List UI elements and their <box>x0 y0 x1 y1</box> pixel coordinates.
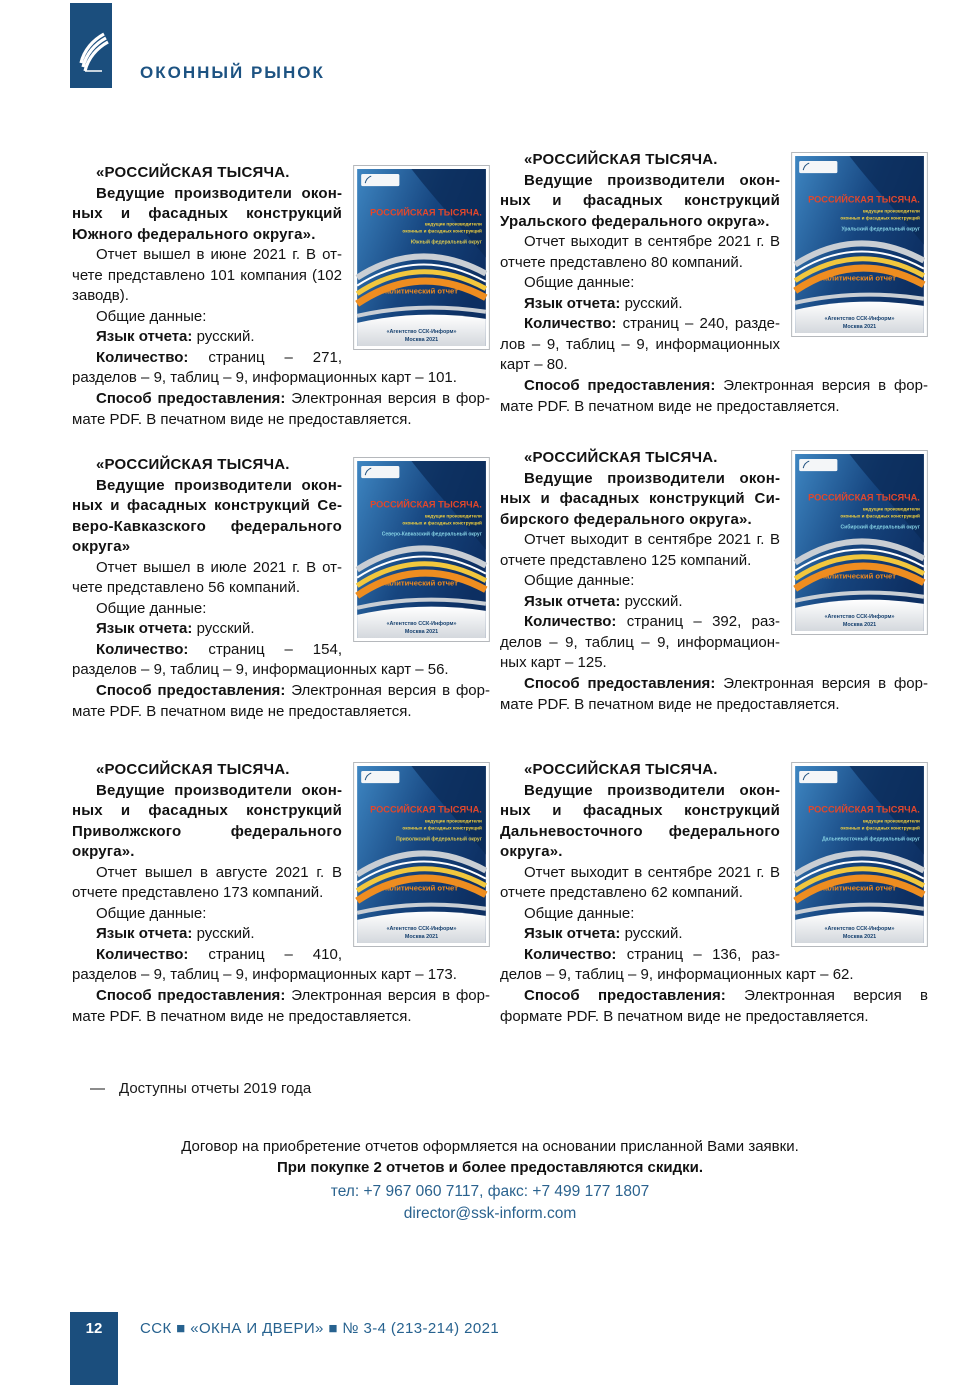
report-cover-image <box>353 457 490 642</box>
report-title-rest: Ведущие производители оконных и фасадных конструкций Приволжского федерального округа». <box>72 781 342 861</box>
method-value: Электронная версия в формате PDF. В печатном виде не предоставляется. <box>72 987 490 1025</box>
publisher-logo <box>70 3 112 88</box>
cover-district: Дальневосточный федеральный округ <box>822 836 920 843</box>
cover-publisher: «Агентство ССК-Информ» <box>824 613 895 620</box>
cover-subtitle-1: ведущие производители <box>862 506 920 512</box>
language-value: русский. <box>624 592 683 610</box>
method-value: Электронная версия в формате PDF. В печатном виде не предоставляется. <box>500 377 928 415</box>
quantity-value: страниц – 271, разделов – 9, таблиц – 9, информационных карт – 101. <box>72 348 457 387</box>
quantity-value: страниц – 154, разделов – 9, таблиц – 9, информационных карт – 56. <box>72 640 449 679</box>
report-method <box>500 376 928 417</box>
report-block-dalnevostochny <box>500 760 928 1027</box>
language-label: Язык отчета: <box>96 620 193 638</box>
cover-publisher: «Агентство ССК-Информ» <box>824 925 895 932</box>
cover-subtitle-1: ведущие производители <box>424 818 482 824</box>
cover-publisher: «Агентство ССК-Информ» <box>386 925 457 932</box>
page-number: 12 <box>85 1320 103 1337</box>
cover-subtitle-2: оконных и фасадных конструкций <box>840 215 920 221</box>
cover-subtitle-1: ведущие производители <box>862 208 920 214</box>
quantity-label: Количество: <box>96 640 189 658</box>
cover-city-year: Москва 2021 <box>404 933 439 940</box>
report-quantity <box>72 348 490 389</box>
footnote-text: Доступны отчеты 2019 года <box>119 1080 312 1097</box>
method-label: Способ предоставления: <box>524 675 716 693</box>
language-value: русский. <box>196 620 255 638</box>
language-label: Язык отчета: <box>96 925 193 943</box>
contact-phones: тел: +7 967 060 7117, факс: +7 499 177 1807 <box>330 1183 650 1200</box>
language-label: Язык отчета: <box>524 925 621 943</box>
report-block-uralsky <box>500 150 928 417</box>
method-label: Способ предоставления: <box>96 390 286 408</box>
cover-report-type: Аналитический отчет <box>815 571 896 581</box>
cover-subtitle-2: оконных и фасадных конструкций <box>402 228 482 234</box>
method-label: Способ предоставления: <box>524 987 726 1005</box>
cover-report-type: Аналитический отчет <box>815 883 896 893</box>
cover-subtitle-1: ведущие производители <box>424 513 482 519</box>
method-label: Способ предоставления: <box>524 377 716 395</box>
report-block-severo-kavkazsky <box>72 455 490 722</box>
cover-subtitle-2: оконных и фасадных конструкций <box>840 825 920 831</box>
cover-district: Южный федеральный округ <box>410 239 482 246</box>
report-release: Отчет выходит в сентябре 2021 г. В отчете представлено 125 компаний. <box>500 531 780 569</box>
cover-subtitle-2: оконных и фасадных конструкций <box>840 513 920 519</box>
footnote <box>90 1080 311 1097</box>
cover-title: РОССИЙСКАЯ ТЫСЯЧА. <box>370 499 482 510</box>
report-cover-image <box>353 762 490 947</box>
cover-report-type: Аналитический отчет <box>377 883 458 893</box>
report-general-label: Общие данные: <box>96 904 207 922</box>
cover-publisher: «Агентство ССК-Информ» <box>386 328 457 335</box>
report-cover-image <box>353 165 490 350</box>
report-quantity <box>72 640 490 681</box>
cover-title: РОССИЙСКАЯ ТЫСЯЧА. <box>808 804 920 815</box>
report-general-label: Общие данные: <box>96 307 207 325</box>
cover-title: РОССИЙСКАЯ ТЫСЯЧА. <box>370 804 482 815</box>
cover-subtitle-1: ведущие производители <box>424 221 482 227</box>
quantity-label: Количество: <box>524 315 617 333</box>
cover-report-type: Аналитический отчет <box>377 286 458 296</box>
cover-publisher: «Агентство ССК-Информ» <box>386 620 457 627</box>
cover-title: РОССИЙСКАЯ ТЫСЯЧА. <box>370 207 482 218</box>
report-method <box>72 681 490 722</box>
quantity-value: страниц – 136, разделов – 9, таблиц – 9, информационных карт – 62. <box>500 945 854 984</box>
report-cover-image <box>791 152 928 337</box>
language-value: русский. <box>624 294 683 312</box>
cover-city-year: Москва 2021 <box>842 621 877 628</box>
report-title-head: «РОССИЙСКАЯ ТЫСЯЧА. <box>96 761 290 778</box>
cover-report-type: Аналитический отчет <box>815 273 896 283</box>
method-label: Способ предоставления: <box>96 987 286 1005</box>
report-general-label: Общие данные: <box>524 274 635 292</box>
report-title-head: «РОССИЙСКАЯ ТЫСЯЧА. <box>96 456 290 473</box>
quantity-label: Количество: <box>524 945 617 963</box>
report-title-head: «РОССИЙСКАЯ ТЫСЯЧА. <box>524 449 718 466</box>
report-cover-image <box>791 762 928 947</box>
cover-district: Северо-Кавказский федеральный округ <box>381 531 482 538</box>
cover-city-year: Москва 2021 <box>842 933 877 940</box>
report-title-head: «РОССИЙСКАЯ ТЫСЯЧА. <box>524 151 718 168</box>
cover-title: РОССИЙСКАЯ ТЫСЯЧА. <box>808 194 920 205</box>
contact-block <box>0 1138 980 1223</box>
report-cover-image <box>791 450 928 635</box>
report-title-rest: Ведущие производители оконных и фасадных конструкций Уральского федерального округа». <box>500 171 780 230</box>
quantity-label: Количество: <box>96 945 189 963</box>
cover-city-year: Москва 2021 <box>404 628 439 635</box>
method-value: Электронная версия в формате PDF. В печатном виде не предоставляется. <box>500 987 929 1025</box>
report-method <box>72 986 490 1027</box>
swoosh-logo-icon <box>70 3 112 88</box>
quantity-value: страниц – 392, разделов – 9, таблиц – 9, информационных карт – 125. <box>500 613 780 672</box>
report-quantity <box>500 945 928 986</box>
language-value: русский. <box>196 925 255 943</box>
section-title: ОКОННЫЙ РЫНОК <box>140 63 325 82</box>
report-block-sibirsky <box>500 448 928 715</box>
quantity-value: страниц – 240, разделов – 9, таблиц – 9, информационных карт – 80. <box>500 315 780 374</box>
report-release: Отчет вышел в августе 2021 г. В отчете представлено 173 компаний. <box>72 863 342 902</box>
report-block-yuzhny <box>72 163 490 430</box>
cover-report-type: Аналитический отчет <box>377 578 458 588</box>
language-label: Язык отчета: <box>524 592 621 610</box>
quantity-label: Количество: <box>96 348 189 366</box>
language-label: Язык отчета: <box>96 328 193 346</box>
report-method <box>500 674 928 715</box>
report-title-rest: Ведущие производители оконных и фасадных конструкций Южного федерального округа». <box>72 184 342 243</box>
report-release: Отчет выходит в сентябре 2021 г. В отчете представлено 80 компаний. <box>500 233 780 271</box>
report-title-rest: Ведущие производители оконных и фасадных конструкций Северо-Кавказского федерального округа» <box>72 476 342 556</box>
report-release: Отчет выходит в сентябре 2021 г. В отчете представлено 62 компаний. <box>500 863 780 902</box>
report-general-label: Общие данные: <box>96 599 207 617</box>
contact-discount-line: При покупке 2 отчетов и более предоставляются скидки. <box>276 1159 704 1176</box>
cover-title: РОССИЙСКАЯ ТЫСЯЧА. <box>808 492 920 503</box>
report-quantity <box>72 945 490 986</box>
method-value: Электронная версия в формате PDF. В печатном виде не предоставляется. <box>72 682 490 720</box>
language-value: русский. <box>196 328 255 346</box>
method-label: Способ предоставления: <box>96 682 286 700</box>
cover-subtitle-1: ведущие производители <box>862 818 920 824</box>
journal-footer-line: ССК ■ «ОКНА И ДВЕРИ» ■ № 3-4 (213-214) 2021 <box>140 1320 500 1337</box>
quantity-label: Количество: <box>524 613 617 631</box>
report-release: Отчет вышел в июне 2021 г. В отчете представлено 101 компания (102 заводв). <box>72 246 342 305</box>
report-block-privolzhsky <box>72 760 490 1027</box>
cover-subtitle-2: оконных и фасадных конструкций <box>402 825 482 831</box>
contact-agreement-line: Договор на приобретение отчетов оформляется на основании присланной Вами заявки. <box>181 1138 799 1155</box>
language-label: Язык отчета: <box>524 294 621 312</box>
report-release: Отчет вышел в июле 2021 г. В отчете представлено 56 компаний. <box>72 558 342 597</box>
cover-subtitle-2: оконных и фасадных конструкций <box>402 520 482 526</box>
report-title-head: «РОССИЙСКАЯ ТЫСЯЧА. <box>524 761 718 778</box>
language-value: русский. <box>624 925 683 943</box>
contact-email: director@ssk-inform.com <box>403 1205 577 1222</box>
quantity-value: страниц – 410, разделов – 9, таблиц – 9, информационных карт – 173. <box>72 945 457 984</box>
report-title-rest: Ведущие производители оконных и фасадных конструкций Дальневосточного федерального округа». <box>500 781 780 861</box>
cover-city-year: Москва 2021 <box>842 323 877 330</box>
cover-publisher: «Агентство ССК-Информ» <box>824 315 895 322</box>
page-number-box <box>70 1312 118 1385</box>
report-title-head: «РОССИЙСКАЯ ТЫСЯЧА. <box>96 164 290 181</box>
report-title-rest: Ведущие производители оконных и фасадных конструкций Сибирского федерального округа». <box>500 469 780 528</box>
method-value: Электронная версия в формате PDF. В печатном виде не предоставляется. <box>500 675 928 713</box>
report-general-label: Общие данные: <box>524 904 635 922</box>
report-method <box>500 986 928 1027</box>
report-general-label: Общие данные: <box>524 572 635 590</box>
footnote-dash: — <box>90 1080 105 1097</box>
method-value: Электронная версия в формате PDF. В печатном виде не предоставляется. <box>72 390 490 428</box>
cover-district: Уральский федеральный округ <box>841 226 920 233</box>
cover-city-year: Москва 2021 <box>404 336 439 343</box>
cover-district: Сибирский федеральный округ <box>840 524 920 531</box>
report-method <box>72 389 490 430</box>
cover-district: Приволжский федеральный округ <box>396 836 482 843</box>
